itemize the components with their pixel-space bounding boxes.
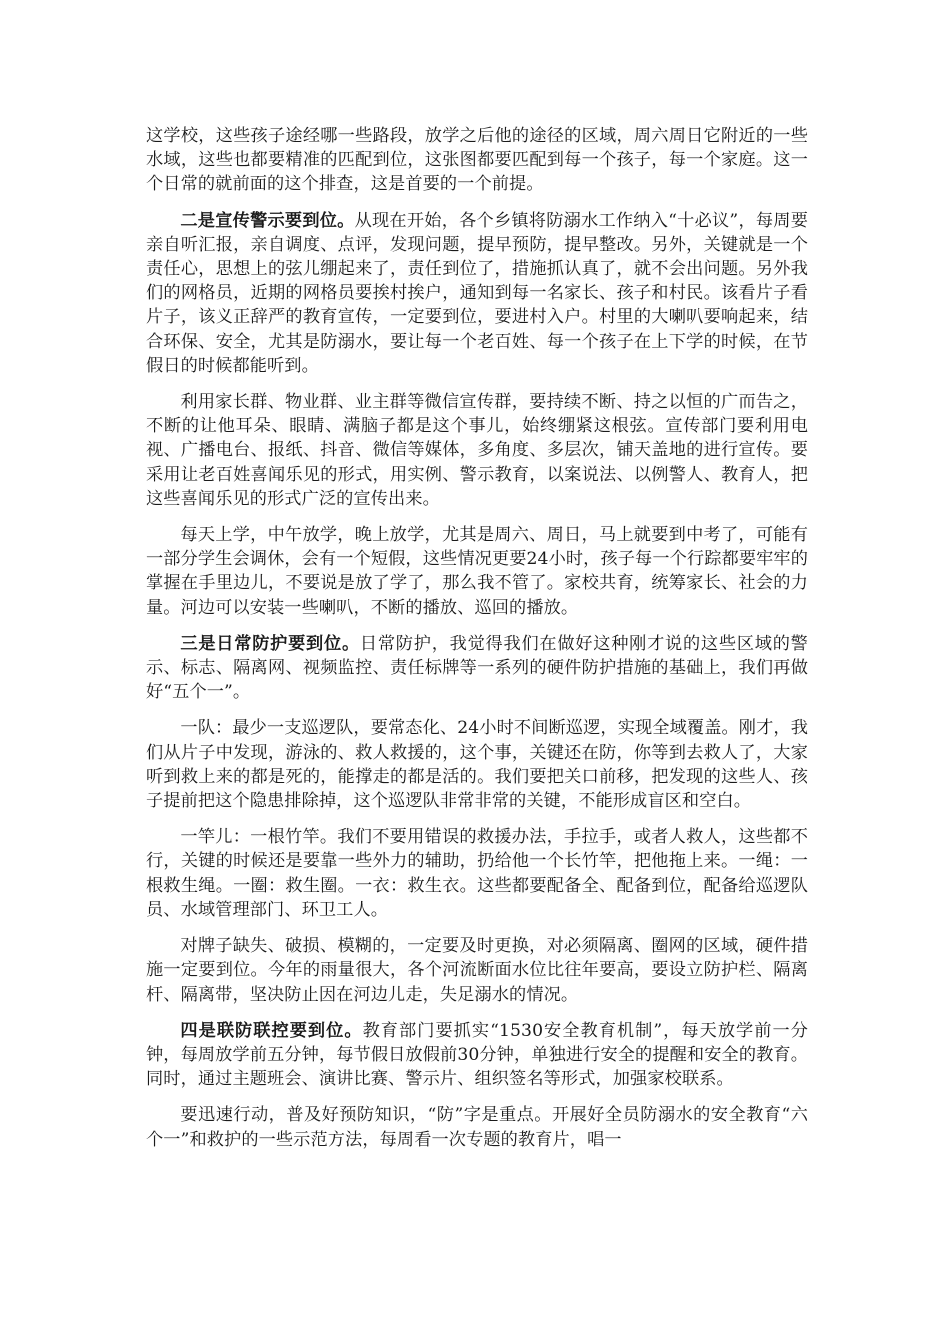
paragraph-5 [146, 632, 808, 705]
paragraph-6-text: 一队：最少一支巡逻队，要常态化、24小时不间断巡逻，实现全域覆盖。刚才，我们从片子中发现，游泳的、救人救援的，这个事，关键还在防，你等到去救人了，大家听到救上来的都是死的，能撑走的都是活的。我们要把关口前移，把发现的这些人、孩子提前把这个隐患排除掉，这个巡逻队非常非常的关键，不能形成盲区和空白。 [146, 718, 808, 812]
section-heading-publicity: 二是宣传警示要到位。 [180, 210, 355, 231]
paragraph-2-text: 从现在开始，各个乡镇将防溺水工作纳入“十必议”，每周要亲自听汇报，亲自调度、点评，发现问题，提早预防，提早整改。另外，关键就是一个责任心，思想上的弦儿绷起来了，责任到位了，措施抓认真了，就不会出问题。另外我们的网格员，近期的网格员要挨村挨户，通知到每一名家长、孩子和村民。该看片子看片子，该义正辞严的教育宣传，一定要到位，要进村入户。村里的大喇叭要响起来，结合环保、安全，尤其是防溺水，要让每一个老百姓、每一个孩子在上下学的时候，在节假日的时候都能听到。 [146, 210, 808, 376]
paragraph-7-text: 一竿儿：一根竹竿。我们不要用错误的救援办法，手拉手，或者人救人，这些都不行，关键的时候还是要靠一些外力的辅助，扔给他一个长竹竿，把他拖上来。一绳：一根救生绳。一圈：救生圈。一衣：救生衣。这些都要配备全、配备到位，配备给巡逻队员、水域管理部门、环卫工人。 [146, 827, 808, 920]
paragraph-10 [146, 1103, 808, 1151]
paragraph-6 [146, 716, 808, 813]
paragraph-4 [146, 523, 808, 620]
section-heading-joint-control: 四是联防联控要到位。 [180, 1020, 363, 1041]
paragraph-7 [146, 825, 808, 922]
paragraph-8 [146, 934, 808, 1007]
section-heading-daily-protection: 三是日常防护要到位。 [180, 633, 360, 654]
paragraph-3 [146, 390, 808, 511]
document-body [146, 124, 808, 1164]
paragraph-8-text: 对牌子缺失、破损、模糊的，一定要及时更换，对必须隔离、圈网的区域，硬件措施一定要到位。今年的雨量很大，各个河流断面水位比往年要高，要设立防护栏、隔离杆、隔离带，坚决防止因在河边儿走，失足溺水的情况。 [146, 936, 808, 1005]
paragraph-10-text: 要迅速行动，普及好预防知识，“防”字是重点。开展好全员防溺水的安全教育“六个一”和救护的一些示范方法，每周看一次专题的教育片，唱一 [146, 1105, 808, 1150]
paragraph-9 [146, 1019, 808, 1092]
paragraph-1-text: 这学校，这些孩子途经哪一些路段，放学之后他的途径的区域，周六周日它附近的一些水域，这些也都要精准的匹配到位，这张图都要匹配到每一个孩子，每一个家庭。这一个日常的就前面的这个排查，这是首要的一个前提。 [146, 126, 808, 195]
paragraph-2 [146, 209, 808, 378]
paragraph-5-text: 日常防护，我觉得我们在做好这种刚才说的这些区域的警示、标志、隔离网、视频监控、责任标牌等一系列的硬件防护措施的基础上，我们再做好“五个一”。 [146, 633, 808, 703]
paragraph-3-text: 利用家长群、物业群、业主群等微信宣传群，要持续不断、持之以恒的广而告之，不断的让他耳朵、眼睛、满脑子都是这个事儿，始终绷紧这根弦。宣传部门要利用电视、广播电台、报纸、抖音、微信等媒体，多角度、多层次，铺天盖地的进行宣传。要采用让老百姓喜闻乐见的形式，用实例、警示教育，以案说法、以例警人、教育人，把这些喜闻乐见的形式广泛的宣传出来。 [146, 392, 808, 509]
paragraph-1 [146, 124, 808, 197]
paragraph-9-text: 教育部门要抓实“1530安全教育机制”，每天放学前一分钟，每周放学前五分钟，每节假日放假前30分钟，单独进行安全的提醒和安全的教育。同时，通过主题班会、演讲比赛、警示片、组织签名等形式，加强家校联系。 [146, 1020, 808, 1090]
paragraph-4-text: 每天上学，中午放学，晚上放学，尤其是周六、周日，马上就要到中考了，可能有一部分学生会调休，会有一个短假，这些情况更要24小时，孩子每一个行踪都要牢牢的掌握在手里边儿，不要说是放了学了，那么我不管了。家校共育，统筹家长、社会的力量。河边可以安装一些喇叭，不断的播放、巡回的播放。 [146, 525, 808, 618]
